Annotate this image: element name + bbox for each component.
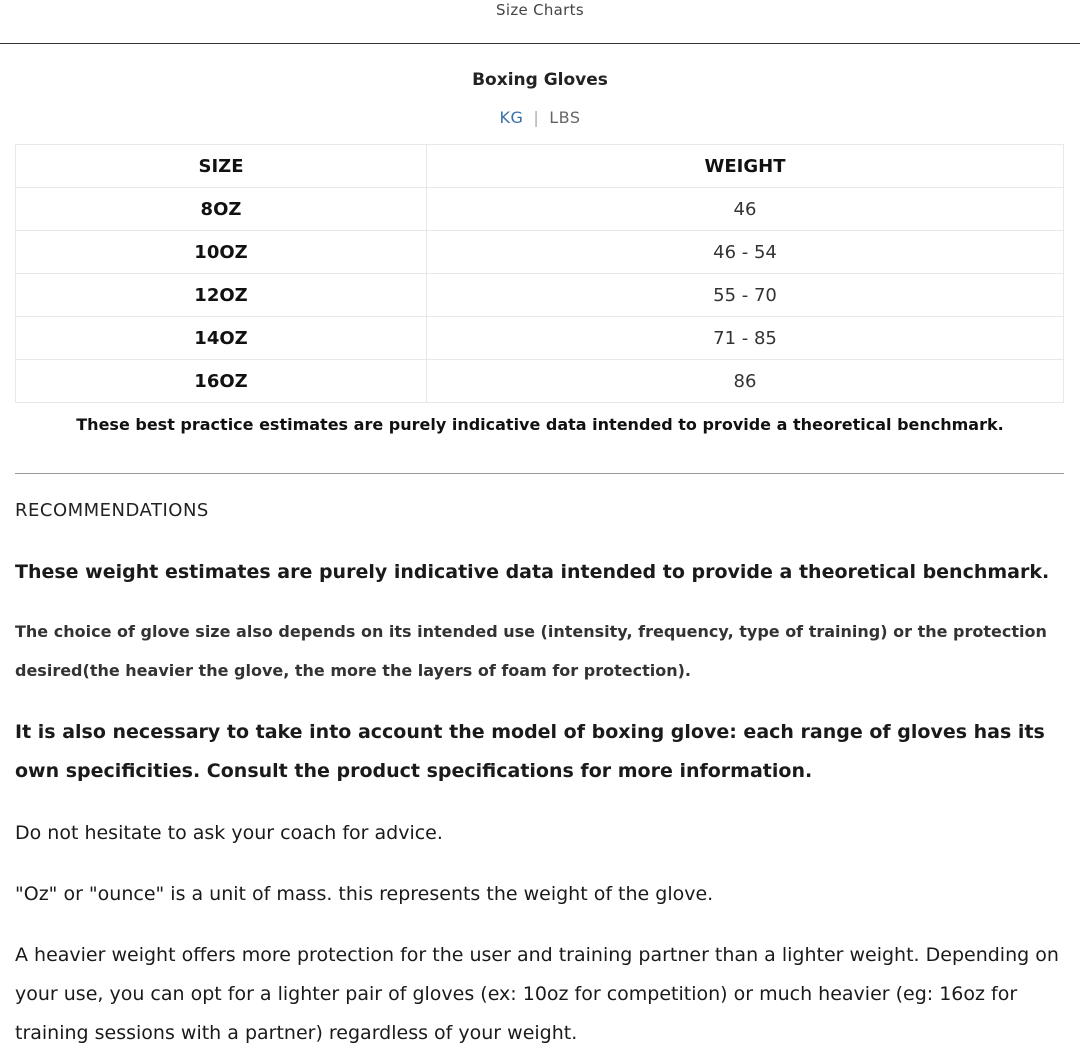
size-cell: 16OZ (16, 360, 427, 403)
chart-title: Boxing Gloves (472, 70, 608, 90)
table-header-row (16, 145, 1064, 188)
unit-separator: | (533, 108, 540, 127)
recommendation-paragraph: Do not hesitate to ask your coach for advice. (15, 822, 443, 844)
weight-cell: 55 - 70 (427, 274, 1064, 317)
recommendation-paragraph: It is also necessary to take into account the model of boxing glove: each range of gloves has its own specificities. Consult the product specifications for more information. (15, 721, 1045, 782)
size-cell: 12OZ (16, 274, 427, 317)
table-row (16, 231, 1064, 274)
table-disclaimer: These best practice estimates are purely indicative data intended to provide a theoretical benchmark. (76, 415, 1004, 434)
column-header-size: SIZE (16, 145, 427, 188)
table-row (16, 188, 1064, 231)
weight-cell: 46 - 54 (427, 231, 1064, 274)
weight-cell: 46 (427, 188, 1064, 231)
recommendation-paragraph: These weight estimates are purely indicative data intended to provide a theoretical benchmark. (15, 561, 1050, 583)
table-row (16, 360, 1064, 403)
unit-kg-toggle[interactable]: KG (499, 108, 524, 127)
page-title: Size Charts (496, 1, 584, 19)
size-cell: 14OZ (16, 317, 427, 360)
size-cell: 8OZ (16, 188, 427, 231)
unit-lbs-toggle[interactable]: LBS (549, 108, 581, 127)
recommendation-paragraph: The choice of glove size also depends on its intended use (intensity, frequency, type of training) or the protection desired(the heavier the glove, the more the layers of foam for protection). (15, 622, 1047, 680)
weight-cell: 71 - 85 (427, 317, 1064, 360)
column-header-weight: WEIGHT (427, 145, 1064, 188)
unit-toggle (0, 108, 1080, 127)
recommendations-heading: RECOMMENDATIONS (15, 500, 209, 521)
table-row (16, 317, 1064, 360)
table-row (16, 274, 1064, 317)
recommendation-paragraph: "Oz" or "ounce" is a unit of mass. this represents the weight of the glove. (15, 883, 714, 905)
weight-cell: 86 (427, 360, 1064, 403)
page-header (0, 0, 1080, 44)
recommendation-paragraph: A heavier weight offers more protection for the user and training partner than a lighter weight. Depending on your use, you can opt for a lighter pair of gloves (ex: 10oz for competition) or much heavier (eg: 16oz for training sessions with a partner) regardless of your weight. (15, 944, 1059, 1044)
section-divider (15, 473, 1064, 474)
size-chart-table (15, 144, 1064, 403)
size-cell: 10OZ (16, 231, 427, 274)
